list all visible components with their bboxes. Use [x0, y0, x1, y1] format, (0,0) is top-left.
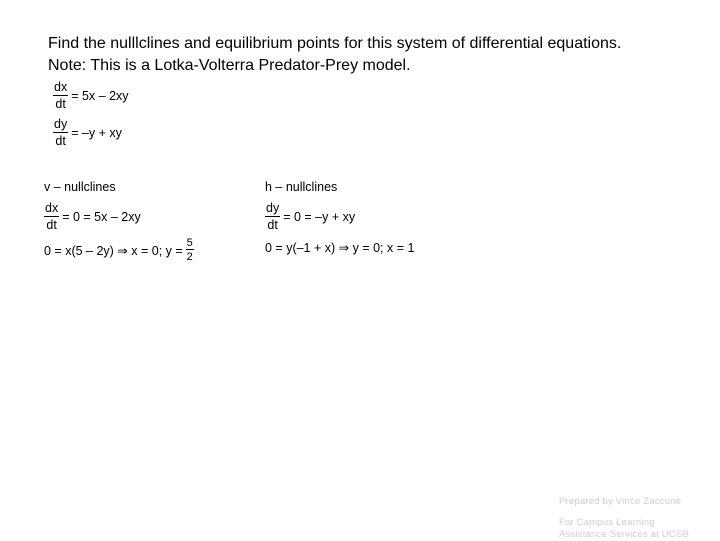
fraction-dx-dt-v: $\frac{dx}{dt}$	[45, 201, 59, 232]
v-nullcline-result	[44, 238, 194, 262]
v-nullclines-heading: v – nullclines	[44, 180, 116, 194]
equation-dy-dt	[53, 118, 122, 148]
v-nullcline-result-text: 0 = x(5 – 2y) ⇒ x = 0; y =	[44, 243, 183, 258]
h-nullcline-result: 0 = y(–1 + x) ⇒ y = 0; x = 1	[265, 241, 415, 255]
fraction-five-halves: $\frac{5}{2}$	[186, 237, 193, 263]
v-nullcline-equation	[44, 202, 141, 232]
fraction-dy-dt-h: $\frac{dy}{dt}$	[266, 201, 280, 232]
fraction-dy-dt: $\frac{dy}{dt}$	[54, 117, 68, 148]
problem-line-1: Find the nulllclines and equilibrium points for this system of differential equations.	[48, 35, 622, 52]
equation-dy-dt-rhs: = –y + xy	[71, 126, 122, 140]
footer-line-3: Assistance Services at UCSB	[559, 529, 689, 540]
footer-line-2: For Campus Learning	[559, 517, 655, 528]
fraction-dx-dt: $\frac{dx}{dt}$	[54, 80, 68, 111]
h-nullclines-heading: h – nullclines	[265, 180, 338, 194]
equation-dx-dt	[53, 81, 129, 111]
v-nullcline-rhs: = 0 = 5x – 2xy	[62, 210, 141, 224]
h-nullcline-equation	[265, 202, 355, 232]
problem-statement	[48, 33, 708, 77]
h-nullcline-rhs: = 0 = –y + xy	[283, 210, 356, 224]
footer-line-1: Prepared by Vince Zaccone	[559, 496, 682, 507]
footer-credit	[559, 496, 689, 541]
problem-line-2: Note: This is a Lotka-Volterra Predator-Prey model.	[48, 57, 411, 74]
equation-dx-dt-rhs: = 5x – 2xy	[71, 89, 129, 103]
